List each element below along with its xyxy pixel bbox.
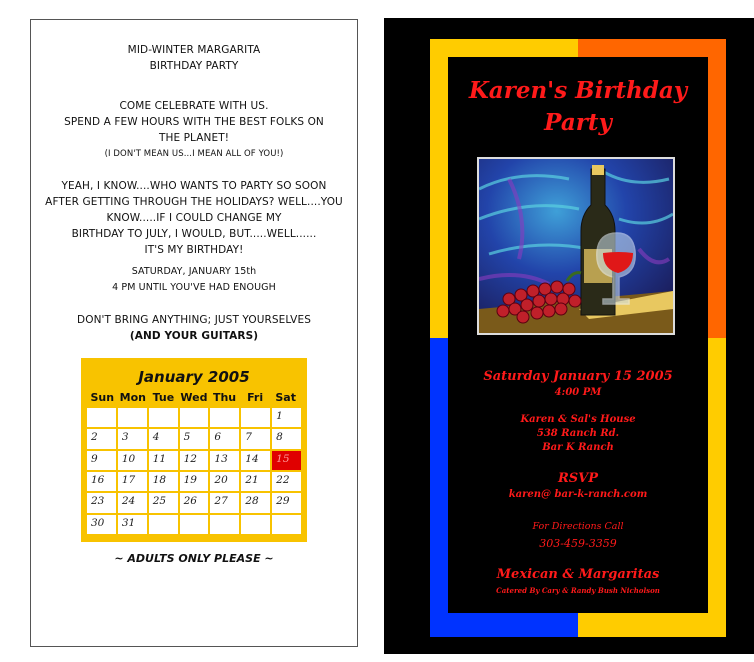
calendar-day: 18	[149, 472, 178, 491]
text-line: BIRTHDAY TO JULY, I WOULD, BUT.....WELL......	[71, 228, 317, 240]
text-line: SATURDAY, JANUARY 15th	[131, 266, 257, 277]
calendar-day: 30	[87, 515, 116, 534]
text-line: YEAH, I KNOW....WHO WANTS TO PARTY SO SOON	[61, 180, 327, 192]
rsvp-email: karen@ bar-k-ranch.com	[508, 489, 648, 500]
text-line: KNOW.....IF I COULD CHANGE MY	[106, 212, 282, 224]
calendar-day: 19	[180, 472, 209, 491]
calendar-day	[241, 515, 270, 534]
text-line: COME CELEBRATE WITH US.	[119, 100, 269, 112]
calendar-day	[180, 515, 209, 534]
weekday-label: Wed	[180, 391, 208, 404]
heading-line: BIRTHDAY PARTY	[149, 60, 239, 72]
calendar-day-highlighted: 15	[272, 451, 301, 470]
calendar-day	[241, 408, 270, 427]
calendar-day	[210, 408, 239, 427]
heading	[31, 42, 357, 74]
when-paragraph	[31, 264, 357, 296]
weekday-label: Thu	[212, 391, 237, 404]
calendar-day: 27	[210, 493, 239, 512]
caterer-credit: Catered By Cary & Randy Bush Nicholson	[496, 586, 660, 595]
calendar-day: 5	[180, 429, 209, 448]
cover-title-line: Party	[544, 109, 612, 136]
calendar-day: 21	[241, 472, 270, 491]
text-line: DON'T BRING ANYTHING; JUST YOURSELVES	[77, 314, 311, 326]
wine-bottle-illustration	[477, 157, 675, 335]
address-line: Karen & Sal's House	[520, 414, 636, 425]
invitation-text-page	[30, 19, 358, 647]
story-paragraph	[31, 178, 357, 258]
aside-line: (I DON'T MEAN US...I MEAN ALL OF YOU!)	[104, 149, 284, 159]
calendar-day: 22	[272, 472, 301, 491]
rsvp-heading: RSVP	[557, 471, 599, 486]
calendar-day	[149, 408, 178, 427]
text-line: IT'S MY BIRTHDAY!	[144, 244, 244, 256]
celebrate-paragraph	[31, 98, 357, 162]
calendar-grid	[87, 408, 301, 534]
calendar-day: 23	[87, 493, 116, 512]
calendar-day: 10	[118, 451, 147, 470]
weekday-label: Sat	[275, 391, 296, 404]
text-line: AFTER GETTING THROUGH THE HOLIDAYS? WELL....YOU	[45, 196, 343, 208]
address-line: 538 Ranch Rd.	[536, 428, 620, 439]
adults-only-note: ~ ADULTS ONLY PLEASE ~	[114, 552, 274, 565]
text-line: 4 PM UNTIL YOU'VE HAD ENOUGH	[112, 282, 276, 293]
bring-paragraph	[31, 312, 357, 344]
phone-number: 303-459-3359	[539, 537, 617, 550]
calendar-day: 3	[118, 429, 147, 448]
calendar-day: 26	[180, 493, 209, 512]
text-line: SPEND A FEW HOURS WITH THE BEST FOLKS ON	[64, 116, 324, 128]
calendar-day: 31	[118, 515, 147, 534]
calendar-day	[149, 515, 178, 534]
event-time: 4:00 PM	[554, 387, 602, 398]
calendar-day: 17	[118, 472, 147, 491]
calendar-day	[210, 515, 239, 534]
wine-bottle-icon	[479, 159, 673, 333]
food-heading: Mexican & Margaritas	[496, 567, 660, 582]
cover-title	[448, 75, 708, 139]
calendar-day: 6	[210, 429, 239, 448]
calendar-day: 29	[272, 493, 301, 512]
cover-title-line: Karen's Birthday	[468, 77, 688, 104]
calendar	[81, 358, 307, 542]
cover-content	[448, 57, 708, 613]
calendar-day: 12	[180, 451, 209, 470]
calendar-title: January 2005	[138, 368, 250, 386]
calendar-weekdays	[87, 391, 301, 404]
calendar-day	[87, 408, 116, 427]
calendar-day	[118, 408, 147, 427]
calendar-day	[180, 408, 209, 427]
heading-line: MID-WINTER MARGARITA	[127, 44, 261, 56]
address-line: Bar K Ranch	[542, 442, 614, 453]
calendar-day: 20	[210, 472, 239, 491]
event-address	[448, 413, 708, 455]
text-line: (AND YOUR GUITARS)	[129, 330, 259, 342]
directions-label: For Directions Call	[532, 521, 624, 532]
calendar-day: 28	[241, 493, 270, 512]
calendar-day: 25	[149, 493, 178, 512]
calendar-day: 9	[87, 451, 116, 470]
calendar-day	[272, 515, 301, 534]
weekday-label: Mon	[119, 391, 147, 404]
calendar-day: 1	[272, 408, 301, 427]
invitation-cover	[384, 18, 754, 654]
weekday-label: Fri	[247, 391, 264, 404]
calendar-day: 14	[241, 451, 270, 470]
calendar-day: 11	[149, 451, 178, 470]
calendar-day: 7	[241, 429, 270, 448]
calendar-day: 4	[149, 429, 178, 448]
weekday-label: Sun	[90, 391, 115, 404]
calendar-day: 2	[87, 429, 116, 448]
text-line: THE PLANET!	[158, 132, 230, 144]
calendar-day: 13	[210, 451, 239, 470]
event-date: Saturday January 15 2005	[483, 369, 673, 384]
calendar-day: 16	[87, 472, 116, 491]
calendar-day: 24	[118, 493, 147, 512]
weekday-label: Tue	[152, 391, 175, 404]
calendar-day: 8	[272, 429, 301, 448]
